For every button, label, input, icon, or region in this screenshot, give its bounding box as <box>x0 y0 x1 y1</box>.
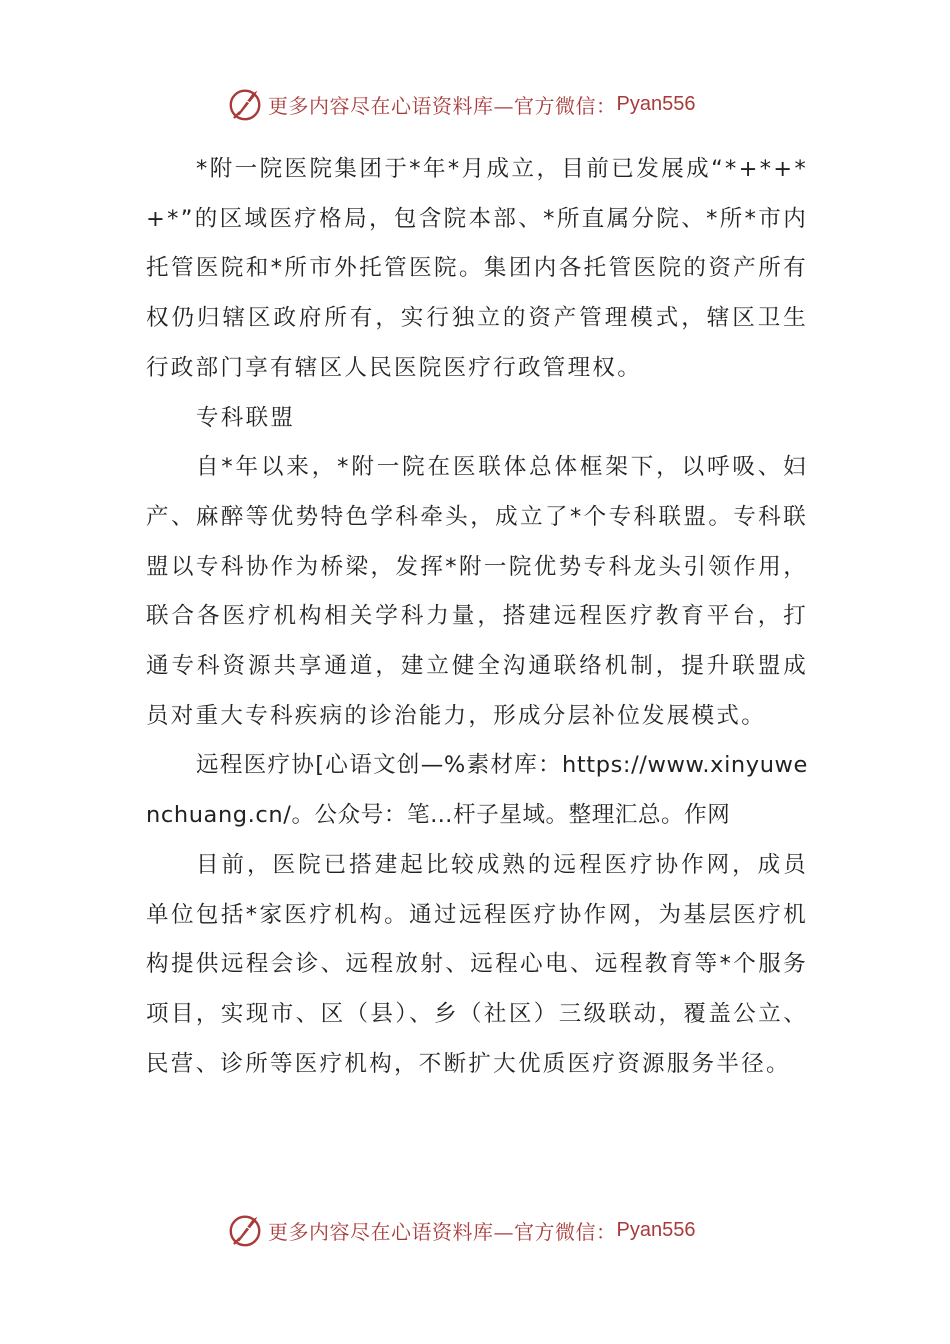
footer-banner-text: 更多内容尽在心语资料库—官方微信： <box>268 1219 617 1244</box>
section-heading-specialty-alliance: 专科联盟 <box>196 404 296 431</box>
header-banner-text: 更多内容尽在心语资料库—官方微信： <box>268 93 617 118</box>
paragraph-remote-medical-watermark: 远程医疗协[心语文创—%素材库：https://www.xinyuwenchuang.cn/。公众号：笔…杆子星域。整理汇总。作网 <box>146 752 808 829</box>
quill-pen-logo-icon <box>226 1211 264 1249</box>
footer-wechat-id: Pyan556 <box>616 1218 696 1241</box>
header-wechat-id: Pyan556 <box>616 92 696 115</box>
document-body <box>146 145 808 1089</box>
paragraph-hospital-group: *附一院医院集团于*年*月成立，目前已发展成“*+*+*+*”的区域医疗格局，包含院本部、*所直属分院、*所*市内托管医院和*所市外托管医院。集团内各托管医院的资产所有权仍归辖区政府所有，实行独立的资产管理模式，辖区卫生行政部门享有辖区人民医院医疗行政管理权。 <box>146 156 808 381</box>
quill-pen-logo-icon <box>226 85 264 123</box>
header-banner <box>226 82 695 126</box>
footer-banner <box>226 1208 695 1252</box>
paragraph-specialty-alliance: 自*年以来，*附一院在医联体总体框架下，以呼吸、妇产、麻醉等优势特色学科牵头，成立了*个专科联盟。专科联盟以专科协作为桥梁，发挥*附一院优势专科龙头引领作用，联合各医疗机构相关学科力量，搭建远程医疗教育平台，打通专科资源共享通道，建立健全沟通联络机制，提升联盟成员对重大专科疾病的诊治能力，形成分层补位发展模式。 <box>146 454 808 729</box>
paragraph-remote-network: 目前，医院已搭建起比较成熟的远程医疗协作网，成员单位包括*家医疗机构。通过远程医疗协作网，为基层医疗机构提供远程会诊、远程放射、远程心电、远程教育等*个服务项目，实现市、区（县）、乡（社区）三级联动，覆盖公立、民营、诊所等医疗机构，不断扩大优质医疗资源服务半径。 <box>146 851 808 1077</box>
